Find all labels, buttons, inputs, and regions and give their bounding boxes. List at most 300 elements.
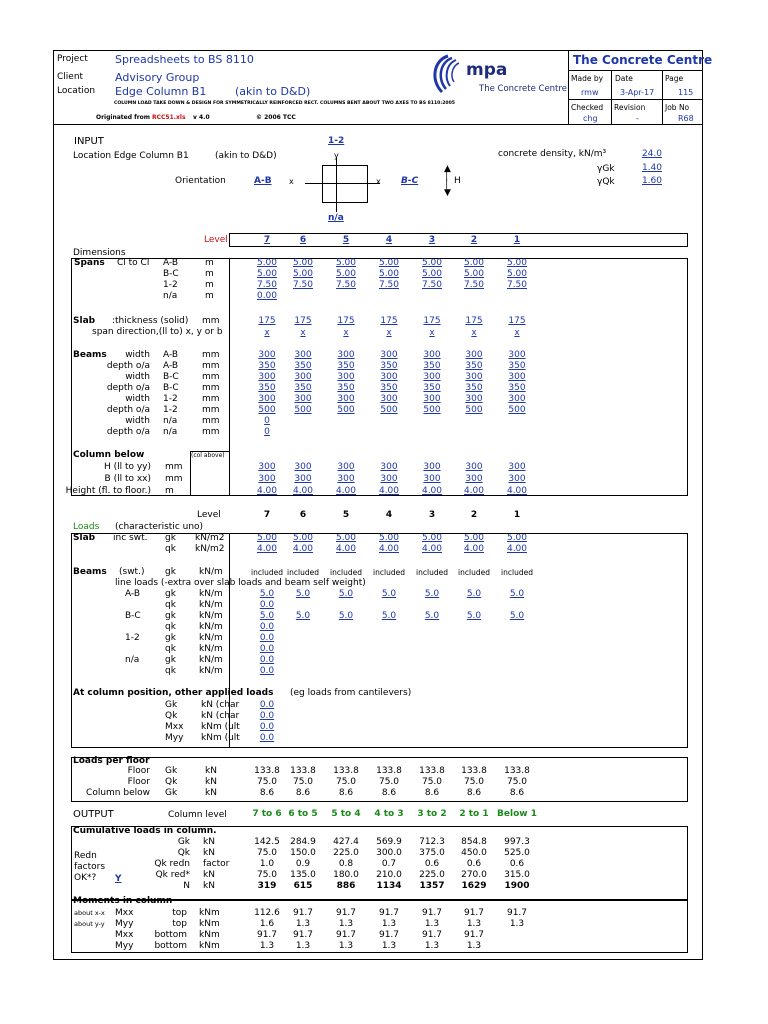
column-dimension[interactable]: 4.00 — [421, 486, 443, 496]
applied-unit: kNm (ult — [201, 733, 240, 743]
load-beams-gk: gk — [165, 567, 176, 577]
mom-row-label: Myy — [115, 919, 134, 929]
gamma-g-value[interactable]: 1.40 — [641, 163, 662, 173]
mom-row-label: Myy — [115, 941, 134, 951]
cumulative-value: 142.5 — [254, 837, 280, 847]
beam-value[interactable]: 300 — [294, 372, 312, 382]
beam-value[interactable]: 500 — [465, 405, 483, 415]
density-value[interactable]: 24.0 — [641, 149, 662, 159]
cum-row-label: Qk red* — [155, 870, 190, 880]
beam-value[interactable]: 350 — [337, 361, 355, 371]
beam-value[interactable]: 300 — [294, 394, 312, 404]
cumulative-value: 180.0 — [333, 870, 359, 880]
slab-thickness[interactable]: 175 — [258, 316, 276, 326]
beam-value[interactable]: 350 — [294, 361, 312, 371]
beam-value[interactable]: 350 — [423, 383, 441, 393]
h-arrow-icon: ▲ │ │ ▼ — [444, 164, 451, 198]
level-number: 3 — [428, 510, 436, 520]
line-row-grid: B-C — [125, 611, 141, 621]
mom-unit: kNm — [199, 941, 220, 951]
span-value[interactable]: 7.50 — [256, 280, 278, 290]
beam-value[interactable]: 350 — [465, 383, 483, 393]
span-value[interactable]: 5.00 — [292, 269, 314, 279]
page-label: Page — [665, 74, 684, 83]
level-number: 5 — [342, 510, 350, 520]
originated-prefix: Originated from — [96, 114, 151, 121]
header-divider-h1 — [568, 70, 703, 71]
page-value: 115 — [678, 88, 694, 97]
dimensions-label: Dimensions — [73, 248, 126, 258]
span-value[interactable]: 5.00 — [506, 258, 528, 268]
line-load-value[interactable]: 5.0 — [466, 611, 482, 621]
beam-unit: mm — [202, 350, 220, 360]
column-dimension[interactable]: 300 — [294, 474, 312, 484]
line-load-value[interactable]: 5.0 — [259, 611, 275, 621]
beam-row-grid: A-B — [163, 350, 179, 360]
slab-load-value[interactable]: 4.00 — [335, 544, 357, 554]
beam-value[interactable]: 300 — [465, 350, 483, 360]
beam-value[interactable]: 350 — [294, 383, 312, 393]
cumulative-value: 0.6 — [466, 859, 482, 869]
floor-load-value: 133.8 — [504, 766, 530, 776]
slab-load-value[interactable]: 4.00 — [378, 544, 400, 554]
moment-value: 1.3 — [509, 919, 525, 929]
beam-row-grid: 1-2 — [163, 394, 178, 404]
column-dimension[interactable]: 4.00 — [506, 486, 528, 496]
cumulative-value: 0.8 — [338, 859, 354, 869]
client-value: Advisory Group — [115, 71, 200, 84]
moment-value: 1.3 — [466, 919, 482, 929]
span-value[interactable]: 5.00 — [463, 269, 485, 279]
beam-value[interactable]: 350 — [337, 383, 355, 393]
cumulative-value: 375.0 — [419, 848, 445, 858]
cumulative-value: 997.3 — [504, 837, 530, 847]
level-number[interactable]: 3 — [428, 235, 436, 245]
floor-load-value: 8.6 — [424, 788, 440, 798]
col-unit: mm — [165, 462, 183, 472]
column-dimension[interactable]: 300 — [423, 474, 441, 484]
floor-load-value: 8.6 — [381, 788, 397, 798]
moment-value: 1.3 — [424, 919, 440, 929]
column-dimension[interactable]: 300 — [465, 462, 483, 472]
span-row-label: n/a — [163, 291, 178, 301]
line-load-value[interactable]: 5.0 — [381, 611, 397, 621]
span-row-label: B-C — [163, 269, 179, 279]
beam-value[interactable]: 300 — [508, 372, 526, 382]
moment-value: 1.3 — [381, 919, 397, 929]
slab-direction[interactable]: x — [471, 328, 477, 338]
beam-value[interactable]: 350 — [258, 361, 276, 371]
cum-row-prefix: factors — [74, 862, 106, 872]
line-unit: kN/m — [199, 622, 223, 632]
moment-value: 91.7 — [506, 908, 528, 918]
span-row-label: A-B — [163, 258, 179, 268]
column-level: 2 to 1 — [459, 809, 489, 819]
beam-value[interactable]: 300 — [337, 394, 355, 404]
orientation-bc[interactable]: B-C — [401, 176, 419, 186]
span-value[interactable]: 5.00 — [335, 258, 357, 268]
slab-thickness[interactable]: 175 — [508, 316, 526, 326]
beam-value[interactable]: 500 — [337, 405, 355, 415]
line-unit: kN/m — [199, 611, 223, 621]
slab-load-value[interactable]: 5.00 — [335, 533, 357, 543]
header-divider-v2 — [662, 70, 663, 125]
span-value[interactable]: 7.50 — [292, 280, 314, 290]
beam-value[interactable]: 350 — [258, 383, 276, 393]
input-location-extra: (akin to D&D) — [215, 151, 277, 161]
lpf-box — [71, 757, 688, 802]
slab-load-value[interactable]: 4.00 — [292, 544, 314, 554]
column-dimension[interactable]: 300 — [508, 462, 526, 472]
line-row-label: qk — [165, 622, 176, 632]
moment-value: 1.3 — [466, 941, 482, 951]
logo-subtext: The Concrete Centre — [479, 84, 567, 94]
span-value[interactable]: 5.00 — [421, 269, 443, 279]
slab-direction[interactable]: x — [343, 328, 349, 338]
col-title: Column below — [73, 450, 145, 460]
beam-value[interactable]: 300 — [294, 350, 312, 360]
floor-load-value: 75.0 — [335, 777, 357, 787]
orientation-ab[interactable]: A-B — [254, 176, 272, 186]
floor-load-value: 75.0 — [463, 777, 485, 787]
slab-direction[interactable]: x — [386, 328, 392, 338]
beam-value[interactable]: 350 — [508, 383, 526, 393]
moment-value: 91.7 — [292, 908, 314, 918]
line-row-label: qk — [165, 600, 176, 610]
load-slab-row-label: qk — [165, 544, 176, 554]
slab-load-value[interactable]: 4.00 — [256, 544, 278, 554]
cumulative-value: 1.0 — [259, 859, 275, 869]
cumulative-value: 315.0 — [504, 870, 530, 880]
column-dimension[interactable]: 300 — [258, 474, 276, 484]
lpf-row-type: Qk — [165, 777, 178, 787]
slab-load-value[interactable]: 4.00 — [506, 544, 528, 554]
location-value: Edge Column B1 — [115, 85, 207, 98]
floor-load-value: 75.0 — [378, 777, 400, 787]
moment-value: 1.6 — [259, 919, 275, 929]
line-load-value[interactable]: 5.0 — [466, 589, 482, 599]
beam-row-label: depth o/a — [106, 405, 150, 415]
span-value[interactable]: 7.50 — [421, 280, 443, 290]
mom-box — [71, 900, 688, 953]
slab-direction[interactable]: x — [300, 328, 306, 338]
header-divider-v1 — [611, 70, 612, 125]
span-value[interactable]: 5.00 — [335, 269, 357, 279]
cumulative-value: 1629 — [461, 881, 487, 891]
span-value[interactable]: 7.50 — [378, 280, 400, 290]
cumulative-value: 300.0 — [376, 848, 402, 858]
slab-thickness[interactable]: 175 — [337, 316, 355, 326]
mom-row-prefix: about x-x — [74, 909, 105, 917]
applied-value[interactable]: 0.0 — [259, 711, 275, 721]
cum-unit: kN — [203, 848, 215, 858]
line-row-grid: n/a — [125, 655, 140, 665]
beam-row-label: width — [125, 372, 150, 382]
slab-thickness[interactable]: 175 — [423, 316, 441, 326]
moment-value: 1.3 — [295, 919, 311, 929]
location-label: Location — [57, 86, 96, 96]
applied-sub: (eg loads from cantilevers) — [290, 688, 412, 698]
slab-load-value[interactable]: 5.00 — [292, 533, 314, 543]
col-above-label: (col above) — [191, 452, 225, 459]
mom-row-prefix: about y-y — [74, 920, 105, 928]
moment-value: 91.7 — [463, 908, 485, 918]
span-value[interactable]: 5.00 — [256, 258, 278, 268]
sketch-axis-v — [336, 158, 337, 212]
job-value: R68 — [678, 114, 694, 123]
column-level: 7 to 6 — [252, 809, 282, 819]
span-value[interactable]: 7.50 — [506, 280, 528, 290]
beam-unit: mm — [202, 361, 220, 371]
slab-load-value[interactable]: 5.00 — [421, 533, 443, 543]
applied-value[interactable]: 0.0 — [259, 733, 275, 743]
span-value[interactable]: 7.50 — [463, 280, 485, 290]
line-load-value[interactable]: 5.0 — [424, 589, 440, 599]
column-dimension[interactable]: 300 — [508, 474, 526, 484]
line-load-value[interactable]: 0.0 — [259, 655, 275, 665]
slab-direction[interactable]: x — [429, 328, 435, 338]
column-dimension[interactable]: 4.00 — [256, 486, 278, 496]
beam-value[interactable]: 300 — [423, 394, 441, 404]
slab-direction[interactable]: x — [264, 328, 270, 338]
slab-load-value[interactable]: 4.00 — [463, 544, 485, 554]
line-load-value[interactable]: 0.0 — [259, 600, 275, 610]
slab-direction[interactable]: x — [514, 328, 520, 338]
slab-load-value[interactable]: 5.00 — [463, 533, 485, 543]
beam-value[interactable]: 300 — [465, 394, 483, 404]
beam-value[interactable]: 300 — [380, 394, 398, 404]
line-load-value[interactable]: 5.0 — [424, 611, 440, 621]
beam-value[interactable]: 500 — [508, 405, 526, 415]
span-unit: m — [205, 291, 214, 301]
beam-value[interactable]: 350 — [465, 361, 483, 371]
beam-value[interactable]: 300 — [337, 350, 355, 360]
lpf-row-label: Column below — [86, 788, 150, 798]
cum-row-label: Qk — [177, 848, 190, 858]
column-dimension[interactable]: 300 — [258, 462, 276, 472]
beam-unit: mm — [202, 372, 220, 382]
ok-check-value[interactable]: Y — [115, 874, 122, 884]
beam-value[interactable]: 300 — [380, 372, 398, 382]
cumulative-value: 0.7 — [381, 859, 397, 869]
beam-value[interactable]: 500 — [380, 405, 398, 415]
applied-unit: kN (char — [201, 711, 240, 721]
cum-row-label: Gk — [177, 837, 190, 847]
span-value[interactable]: 0.00 — [256, 291, 278, 301]
line-load-value[interactable]: 5.0 — [509, 611, 525, 621]
cumulative-value: 135.0 — [290, 870, 316, 880]
column-dimension[interactable]: 4.00 — [335, 486, 357, 496]
beam-value[interactable]: 500 — [294, 405, 312, 415]
cumulative-value: 225.0 — [419, 870, 445, 880]
column-dimension[interactable]: 300 — [294, 462, 312, 472]
col-unit: m — [165, 486, 174, 496]
cumulative-value: 270.0 — [461, 870, 487, 880]
column-dimension[interactable]: 4.00 — [463, 486, 485, 496]
lpf-title: Loads per floor — [73, 756, 150, 766]
span-value[interactable]: 5.00 — [378, 258, 400, 268]
lpf-unit: kN — [205, 766, 217, 776]
line-load-value[interactable]: 5.0 — [338, 611, 354, 621]
beam-value[interactable]: 350 — [508, 361, 526, 371]
slab-load-value[interactable]: 5.00 — [256, 533, 278, 543]
cum-unit: factor — [203, 859, 230, 869]
floor-load-value: 133.8 — [376, 766, 402, 776]
beam-value[interactable]: 350 — [380, 361, 398, 371]
col-row-label: Height (fl. to floor.) — [65, 486, 151, 496]
load-slab-title: Slab — [73, 533, 96, 543]
col-row-label: B (ll to xx) — [104, 474, 151, 484]
lpf-row-type: Gk — [165, 766, 178, 776]
line-load-value[interactable]: 5.0 — [381, 589, 397, 599]
beam-value[interactable]: 300 — [508, 394, 526, 404]
mom-unit: kNm — [199, 919, 220, 929]
line-load-value[interactable]: 5.0 — [509, 589, 525, 599]
spans-sub: Cl to Cl — [117, 258, 150, 268]
beams-title: Beams — [73, 350, 107, 360]
column-level: 3 to 2 — [417, 809, 447, 819]
cum-row-prefix: Redn — [74, 851, 97, 861]
cumulative-value: 525.0 — [504, 848, 530, 858]
column-dimension[interactable]: 300 — [337, 462, 355, 472]
line-row-grid: 1-2 — [125, 633, 140, 643]
beam-value[interactable]: 300 — [258, 350, 276, 360]
beam-value[interactable]: 500 — [258, 405, 276, 415]
moment-value: 1.3 — [259, 941, 275, 951]
line-row-label: gk — [165, 589, 176, 599]
beam-value[interactable]: 300 — [337, 372, 355, 382]
slab-load-value[interactable]: 5.00 — [506, 533, 528, 543]
line-load-value[interactable]: 0.0 — [259, 644, 275, 654]
column-dimension[interactable]: 300 — [465, 474, 483, 484]
beam-value[interactable]: 300 — [508, 350, 526, 360]
line-load-value[interactable]: 0.0 — [259, 666, 275, 676]
beam-value[interactable]: 350 — [423, 361, 441, 371]
checked-label: Checked — [571, 103, 604, 112]
line-load-value[interactable]: 0.0 — [259, 633, 275, 643]
beam-value[interactable]: 300 — [423, 350, 441, 360]
load-beams-unit: kN/m — [199, 567, 223, 577]
beam-value[interactable]: 0 — [264, 416, 270, 426]
span-value[interactable]: 7.50 — [335, 280, 357, 290]
span-value[interactable]: 5.00 — [421, 258, 443, 268]
level-number: 6 — [299, 510, 307, 520]
beam-value[interactable]: 300 — [465, 372, 483, 382]
beam-value[interactable]: 300 — [258, 372, 276, 382]
line-load-value[interactable]: 5.0 — [338, 589, 354, 599]
moment-value: 91.7 — [378, 908, 400, 918]
made-by-value: rmw — [581, 88, 599, 97]
checked-value: chg — [583, 114, 598, 123]
slab-thick-label: :thickness (solid) — [112, 316, 189, 326]
slab-load-value[interactable]: 4.00 — [421, 544, 443, 554]
header-divider-h2 — [568, 99, 703, 100]
level-number[interactable]: 5 — [342, 235, 350, 245]
beam-value[interactable]: 350 — [380, 383, 398, 393]
column-dimension[interactable]: 300 — [380, 474, 398, 484]
level-number[interactable]: 6 — [299, 235, 307, 245]
gamma-g-label: γGk — [597, 164, 615, 174]
moment-value: 91.7 — [335, 930, 357, 940]
spans-title: Spans — [74, 258, 105, 268]
loads-sub: (characteristic uno) — [115, 522, 204, 532]
beam-value[interactable]: 300 — [380, 350, 398, 360]
column-dimension[interactable]: 300 — [423, 462, 441, 472]
column-dimension[interactable]: 4.00 — [292, 486, 314, 496]
slab-thickness[interactable]: 175 — [465, 316, 483, 326]
applied-row-label: Mxx — [165, 722, 184, 732]
cumulative-value: 615 — [293, 881, 313, 891]
column-level: Below 1 — [497, 809, 537, 819]
beam-value[interactable]: 0 — [264, 427, 270, 437]
applied-value[interactable]: 0.0 — [259, 722, 275, 732]
span-value[interactable]: 5.00 — [256, 269, 278, 279]
moment-value: 112.6 — [254, 908, 280, 918]
slab-unit: mm — [202, 316, 220, 326]
applied-value[interactable]: 0.0 — [259, 700, 275, 710]
slab-thickness[interactable]: 175 — [380, 316, 398, 326]
line-load-value[interactable]: 5.0 — [295, 611, 311, 621]
mom-row-pos: bottom — [154, 930, 187, 940]
beam-value[interactable]: 300 — [258, 394, 276, 404]
column-dimension[interactable]: 4.00 — [378, 486, 400, 496]
cumulative-value: 569.9 — [376, 837, 402, 847]
line-load-value[interactable]: 5.0 — [295, 589, 311, 599]
level-number: 2 — [470, 510, 478, 520]
cumulative-value: 0.6 — [424, 859, 440, 869]
floor-load-value: 8.6 — [509, 788, 525, 798]
report-subtitle: COLUMN LOAD TAKE DOWN & DESIGN FOR SYMMETRICALLY REINFORCED RECT. COLUMNS BENT ABOUT TWO AXES TO BS 8110:2005 — [114, 101, 456, 106]
beam-value[interactable]: 300 — [423, 372, 441, 382]
level-number[interactable]: 7 — [263, 235, 271, 245]
line-load-value[interactable]: 0.0 — [259, 622, 275, 632]
level-number[interactable]: 2 — [470, 235, 478, 245]
sketch-axis-h — [305, 183, 380, 184]
input-title: INPUT — [74, 136, 104, 147]
revision-label: Revision — [614, 103, 646, 112]
beam-row-label: width — [125, 416, 150, 426]
applied-title: At column position, other applied loads — [73, 688, 274, 698]
load-slab-unit: kN/m2 — [195, 544, 225, 554]
floor-load-value: 133.8 — [419, 766, 445, 776]
copyright: © 2006 TCC — [256, 114, 296, 121]
included-label: included — [330, 568, 362, 577]
applied-unit: kNm (ult — [201, 722, 240, 732]
cum-row-label: Qk redn — [154, 859, 190, 869]
na-link[interactable]: n/a — [328, 213, 344, 223]
moment-value: 91.7 — [335, 908, 357, 918]
load-slab-unit: kN/m2 — [195, 533, 225, 543]
span-value[interactable]: 5.00 — [463, 258, 485, 268]
slab-thickness[interactable]: 175 — [294, 316, 312, 326]
grid-top-link[interactable]: 1-2 — [328, 136, 345, 146]
load-beams-sub: (swt.) — [119, 567, 145, 577]
lpf-unit: kN — [205, 788, 217, 798]
level-number[interactable]: 1 — [513, 235, 521, 245]
moment-value: 91.7 — [292, 930, 314, 940]
slab-load-value[interactable]: 5.00 — [378, 533, 400, 543]
column-dimension[interactable]: 300 — [337, 474, 355, 484]
span-value[interactable]: 5.00 — [378, 269, 400, 279]
span-value[interactable]: 5.00 — [506, 269, 528, 279]
span-value[interactable]: 5.00 — [292, 258, 314, 268]
line-unit: kN/m — [199, 600, 223, 610]
level-number[interactable]: 4 — [385, 235, 393, 245]
line-load-value[interactable]: 5.0 — [259, 589, 275, 599]
gamma-q-value[interactable]: 1.60 — [641, 176, 662, 186]
column-dimension[interactable]: 300 — [380, 462, 398, 472]
beam-value[interactable]: 500 — [423, 405, 441, 415]
